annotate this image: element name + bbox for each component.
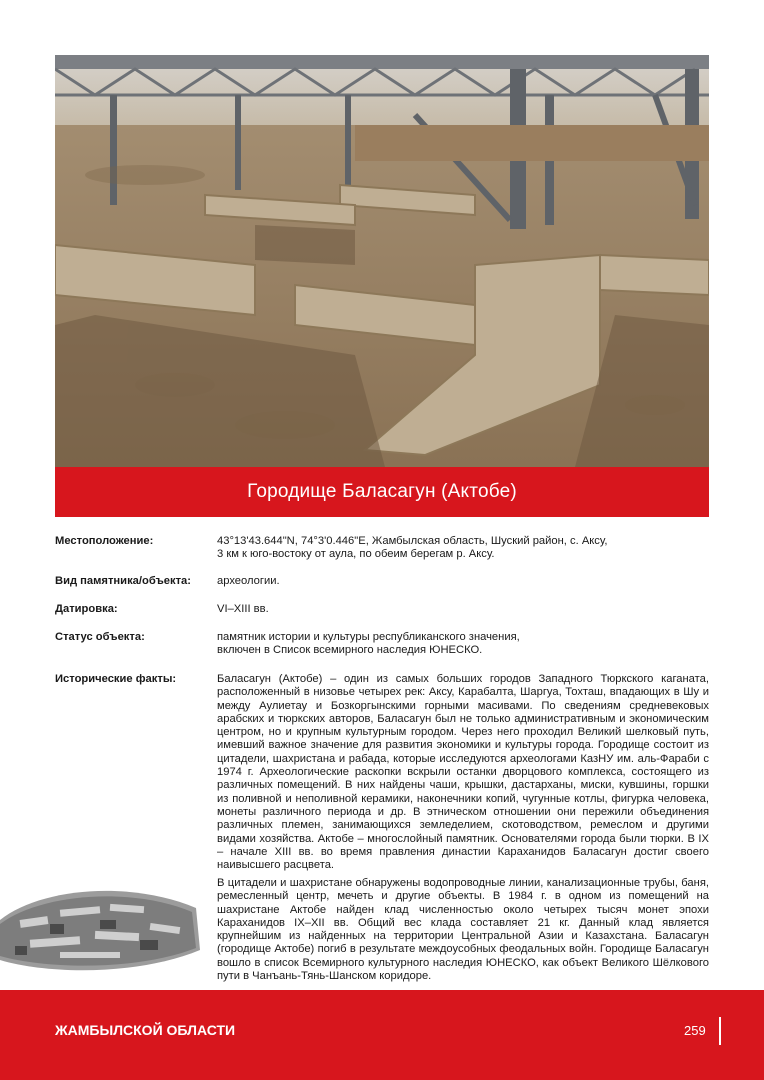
footer-band bbox=[0, 990, 764, 1080]
facts-label: Исторические факты: bbox=[55, 673, 177, 685]
footer-divider bbox=[719, 1017, 721, 1045]
excavation-photo bbox=[55, 55, 709, 467]
excavation-illustration bbox=[55, 55, 709, 467]
location-value bbox=[217, 535, 709, 562]
status-line-1: памятник истории и культуры республиканского значения, bbox=[217, 631, 520, 643]
page-title: Городище Баласагун (Актобе) bbox=[247, 481, 517, 502]
location-label: Местоположение: bbox=[55, 535, 154, 547]
status-line-2: включен в Список всемирного наследия ЮНЕСКО. bbox=[217, 644, 483, 657]
page-number: 259 bbox=[684, 1023, 706, 1038]
facts-paragraph-2: В цитадели и шахристане обнаружены водопроводные линии, канализационные трубы, баня, ремесленный центр, мечеть и другие объекты. В 1984 г. в одном из помещений на шахристане Актобе найден клад численностью около четырех тысяч монет эпохи Караханидов IX–XII вв. Общий вес клада составляет 21 кг. Данный клад является крупнейшим из найденных на территории Центральной Азии и Казахстана. Баласагун (городище Актобе) погиб в результате междоусобных феодальных войн. Городище Баласагун вошло в список Всемирного культурного наследия ЮНЕСКО, как объект Великого Шёлкового пути в Чанъань-Тянь-Шанском коридоре. bbox=[217, 877, 709, 983]
status-label: Статус объекта: bbox=[55, 631, 145, 643]
dating-value: VI–XIII вв. bbox=[217, 603, 269, 615]
footer-region: ЖАМБЫЛСКОЙ ОБЛАСТИ bbox=[55, 1022, 236, 1038]
ruins-aerial-image bbox=[0, 880, 200, 975]
location-line-2: 3 км к юго-востоку от аула, по обеим берегам р. Аксу. bbox=[217, 548, 495, 561]
facts-paragraph-1: Баласагун (Актобе) – один из самых больших городов Западного Тюркского каганата, расположенный в низовье четырех рек: Аксу, Карабалта, Шаргуа, Тохташ, впадающих в Шу и между Аулиетау и Бозкоргынскими горными масивами. По сведениям средневековых арабских и тюркских авторов, Баласагун был не только административным и экономическим центром, но и крупным культурным городом. Через него проходил Великий шелковый путь, имевший важное значение для развития экономики и культуры города. Городище состоит из цитадели, шахристана и рабада, которые исследуются археологами КазНУ им. аль-Фараби с 1974 г. Археологические раскопки вскрыли останки дворцового комплекса, состоящего из различных помещений. В них найдены чаши, крышки, дастарханы, миски, кувшины, горшки из поливной и неполивной керамики, наконечники копий, чугунные котлы, фигурка человека, монеты различного периода и др. В этническом отношении они пережили объединения различных племен, занимающихся земледелием, скотоводством, ремеслом и другими видами хозяйства. Актобе – многослойный памятник. Основателями города были тюрки. В IX – начале XIII вв. во время правления династии Караханидов Баласагун достиг своего наивысшего расцвета. bbox=[217, 673, 709, 872]
title-band bbox=[55, 467, 709, 517]
type-label: Вид памятника/объекта: bbox=[55, 575, 191, 587]
location-line-1: 43°13'43.644"N, 74°3'0.446"E, Жамбылская область, Шуский район, с. Аксу, bbox=[217, 535, 608, 547]
dating-label: Датировка: bbox=[55, 603, 118, 615]
status-value bbox=[217, 631, 709, 658]
type-value: археологии. bbox=[217, 575, 280, 587]
